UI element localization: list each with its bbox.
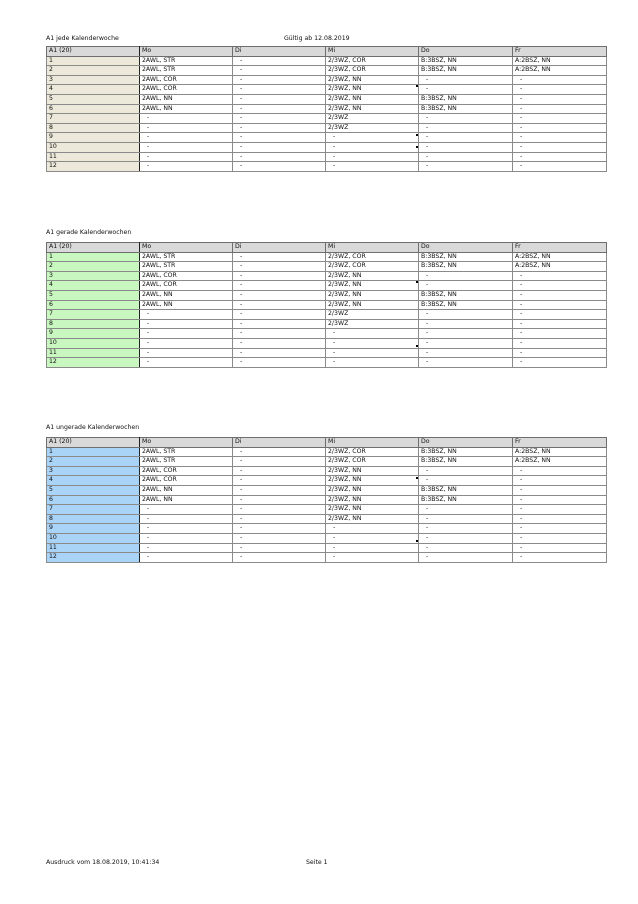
page-number: Seite 1 xyxy=(306,859,328,866)
lesson-cell-do: - xyxy=(419,524,513,534)
lesson-cell-di: - xyxy=(233,252,326,262)
lesson-cell-di: - xyxy=(233,133,326,143)
lesson-cell-do: B:3BSZ, NN xyxy=(419,94,513,104)
lesson-cell-fr: - xyxy=(513,524,607,534)
cell-marker xyxy=(416,477,418,479)
table-row xyxy=(47,262,607,272)
lesson-cell-di: - xyxy=(233,123,326,133)
period-cell: 11 xyxy=(47,543,140,553)
lesson-cell-mi: - xyxy=(326,329,419,339)
column-header-mo: Mo xyxy=(140,243,233,253)
lesson-cell-mi: 2/3WZ xyxy=(326,310,419,320)
lesson-cell-di: - xyxy=(233,300,326,310)
lesson-cell-mo: 2AWL, COR xyxy=(140,85,233,95)
lesson-cell-do: - xyxy=(419,85,513,95)
lesson-cell-fr: A:2BSZ, NN xyxy=(513,457,607,467)
column-header-di: Di xyxy=(233,47,326,57)
lesson-cell-mi: 2/3WZ, NN xyxy=(326,94,419,104)
lesson-cell-di: - xyxy=(233,142,326,152)
lesson-cell-mo: 2AWL, NN xyxy=(140,485,233,495)
lesson-cell-mi: 2/3WZ, NN xyxy=(326,476,419,486)
lesson-cell-fr: - xyxy=(513,348,607,358)
lesson-cell-do: B:3BSZ, NN xyxy=(419,300,513,310)
table-row xyxy=(47,348,607,358)
lesson-cell-do: - xyxy=(419,281,513,291)
lesson-cell-di: - xyxy=(233,447,326,457)
lesson-cell-mo: 2AWL, NN xyxy=(140,495,233,505)
period-cell: 6 xyxy=(47,104,140,114)
column-header-di: Di xyxy=(233,243,326,253)
lesson-cell-do: - xyxy=(419,543,513,553)
lesson-cell-mi: - xyxy=(326,348,419,358)
lesson-cell-mi: 2/3WZ, NN xyxy=(326,281,419,291)
lesson-cell-fr: - xyxy=(513,271,607,281)
lesson-cell-mi: 2/3WZ, COR xyxy=(326,66,419,76)
lesson-cell-di: - xyxy=(233,524,326,534)
column-header-di: Di xyxy=(233,438,326,448)
period-cell: 8 xyxy=(47,319,140,329)
period-cell: 12 xyxy=(47,162,140,172)
lesson-cell-di: - xyxy=(233,466,326,476)
column-header-mi: Mi xyxy=(326,47,419,57)
lesson-cell-fr: - xyxy=(513,495,607,505)
lesson-cell-mo: 2AWL, STR xyxy=(140,457,233,467)
lesson-cell-mo: - xyxy=(140,348,233,358)
section-title-odd: A1 ungerade Kalenderwochen xyxy=(46,424,140,431)
lesson-cell-do: B:3BSZ, NN xyxy=(419,252,513,262)
lesson-cell-fr: - xyxy=(513,123,607,133)
lesson-cell-fr: - xyxy=(513,104,607,114)
table-row xyxy=(47,94,607,104)
period-cell: 8 xyxy=(47,514,140,524)
lesson-cell-mo: - xyxy=(140,514,233,524)
lesson-cell-do: - xyxy=(419,329,513,339)
lesson-cell-di: - xyxy=(233,553,326,563)
table-row xyxy=(47,553,607,563)
table-row xyxy=(47,85,607,95)
period-cell: 2 xyxy=(47,66,140,76)
lesson-cell-mi: 2/3WZ, NN xyxy=(326,75,419,85)
lesson-cell-mo: - xyxy=(140,152,233,162)
table-row xyxy=(47,505,607,515)
section-title-even: A1 gerade Kalenderwochen xyxy=(46,229,132,236)
lesson-cell-di: - xyxy=(233,476,326,486)
period-cell: 3 xyxy=(47,466,140,476)
lesson-cell-fr: - xyxy=(513,85,607,95)
lesson-cell-mo: 2AWL, COR xyxy=(140,476,233,486)
lesson-cell-mo: - xyxy=(140,319,233,329)
lesson-cell-do: - xyxy=(419,514,513,524)
print-timestamp: Ausdruck vom 18.08.2019, 10:41:34 xyxy=(46,859,160,866)
lesson-cell-do: - xyxy=(419,358,513,368)
table-row xyxy=(47,476,607,486)
cell-marker xyxy=(416,345,418,347)
lesson-cell-fr: - xyxy=(513,505,607,515)
lesson-cell-mo: 2AWL, STR xyxy=(140,262,233,272)
lesson-cell-mi: 2/3WZ, NN xyxy=(326,485,419,495)
period-cell: 6 xyxy=(47,495,140,505)
lesson-cell-fr: A:2BSZ, NN xyxy=(513,262,607,272)
lesson-cell-di: - xyxy=(233,75,326,85)
lesson-cell-mi: - xyxy=(326,358,419,368)
lesson-cell-fr: - xyxy=(513,75,607,85)
lesson-cell-fr: - xyxy=(513,514,607,524)
column-header-period: A1 (20) xyxy=(47,47,140,57)
period-cell: 3 xyxy=(47,75,140,85)
lesson-cell-di: - xyxy=(233,338,326,348)
column-header-mo: Mo xyxy=(140,47,233,57)
lesson-cell-do: B:3BSZ, NN xyxy=(419,495,513,505)
lesson-cell-mo: - xyxy=(140,505,233,515)
table-row xyxy=(47,533,607,543)
lesson-cell-mo: 2AWL, COR xyxy=(140,466,233,476)
table-row xyxy=(47,447,607,457)
lesson-cell-do: - xyxy=(419,75,513,85)
lesson-cell-mi: 2/3WZ, NN xyxy=(326,104,419,114)
lesson-cell-mo: - xyxy=(140,553,233,563)
lesson-cell-di: - xyxy=(233,310,326,320)
lesson-cell-mo: - xyxy=(140,310,233,320)
lesson-cell-mo: 2AWL, NN xyxy=(140,300,233,310)
page-header xyxy=(46,35,606,45)
lesson-cell-di: - xyxy=(233,533,326,543)
lesson-cell-mi: 2/3WZ, NN xyxy=(326,466,419,476)
period-cell: 9 xyxy=(47,524,140,534)
lesson-cell-fr: - xyxy=(513,329,607,339)
lesson-cell-di: - xyxy=(233,56,326,66)
lesson-cell-di: - xyxy=(233,85,326,95)
lesson-cell-mo: - xyxy=(140,543,233,553)
column-header-do: Do xyxy=(419,243,513,253)
column-header-fr: Fr xyxy=(513,47,607,57)
table-row xyxy=(47,290,607,300)
column-header-fr: Fr xyxy=(513,243,607,253)
lesson-cell-di: - xyxy=(233,514,326,524)
period-cell: 11 xyxy=(47,152,140,162)
lesson-cell-do: - xyxy=(419,123,513,133)
table-row xyxy=(47,281,607,291)
lesson-cell-fr: - xyxy=(513,142,607,152)
timetable-even-weeks xyxy=(46,242,607,368)
cell-marker xyxy=(416,85,418,87)
lesson-cell-do: B:3BSZ, NN xyxy=(419,447,513,457)
lesson-cell-mi: - xyxy=(326,142,419,152)
column-header-fr: Fr xyxy=(513,438,607,448)
lesson-cell-do: - xyxy=(419,553,513,563)
lesson-cell-di: - xyxy=(233,281,326,291)
table-row xyxy=(47,114,607,124)
lesson-cell-mo: - xyxy=(140,123,233,133)
lesson-cell-mo: 2AWL, NN xyxy=(140,290,233,300)
period-cell: 4 xyxy=(47,281,140,291)
lesson-cell-mi: 2/3WZ xyxy=(326,123,419,133)
lesson-cell-mo: - xyxy=(140,329,233,339)
lesson-cell-mi: 2/3WZ, NN xyxy=(326,514,419,524)
table-row xyxy=(47,123,607,133)
lesson-cell-di: - xyxy=(233,94,326,104)
lesson-cell-fr: A:2BSZ, NN xyxy=(513,447,607,457)
lesson-cell-di: - xyxy=(233,319,326,329)
page-title: A1 jede Kalenderwoche xyxy=(46,35,119,42)
lesson-cell-mi: 2/3WZ, NN xyxy=(326,85,419,95)
lesson-cell-do: - xyxy=(419,162,513,172)
table-header-row xyxy=(47,47,607,57)
period-cell: 9 xyxy=(47,329,140,339)
lesson-cell-di: - xyxy=(233,505,326,515)
lesson-cell-fr: A:2BSZ, NN xyxy=(513,252,607,262)
lesson-cell-mo: - xyxy=(140,162,233,172)
period-cell: 1 xyxy=(47,56,140,66)
lesson-cell-di: - xyxy=(233,271,326,281)
lesson-cell-fr: - xyxy=(513,319,607,329)
lesson-cell-mi: 2/3WZ, COR xyxy=(326,262,419,272)
lesson-cell-mo: - xyxy=(140,358,233,368)
valid-from-label: Gültig ab 12.08.2019 xyxy=(284,35,350,42)
lesson-cell-di: - xyxy=(233,485,326,495)
lesson-cell-do: - xyxy=(419,142,513,152)
lesson-cell-do: - xyxy=(419,114,513,124)
lesson-cell-fr: - xyxy=(513,133,607,143)
table-row xyxy=(47,466,607,476)
lesson-cell-mi: - xyxy=(326,553,419,563)
cell-marker xyxy=(416,134,418,136)
period-cell: 1 xyxy=(47,252,140,262)
table-row xyxy=(47,495,607,505)
lesson-cell-do: - xyxy=(419,466,513,476)
lesson-cell-mi: 2/3WZ, COR xyxy=(326,252,419,262)
table-row xyxy=(47,56,607,66)
lesson-cell-do: - xyxy=(419,133,513,143)
table-row xyxy=(47,152,607,162)
lesson-cell-mo: 2AWL, STR xyxy=(140,56,233,66)
lesson-cell-mi: 2/3WZ xyxy=(326,319,419,329)
lesson-cell-mo: - xyxy=(140,338,233,348)
period-cell: 9 xyxy=(47,133,140,143)
period-cell: 7 xyxy=(47,505,140,515)
lesson-cell-mo: 2AWL, NN xyxy=(140,94,233,104)
period-cell: 7 xyxy=(47,310,140,320)
period-cell: 4 xyxy=(47,476,140,486)
lesson-cell-mi: 2/3WZ xyxy=(326,114,419,124)
lesson-cell-do: B:3BSZ, NN xyxy=(419,457,513,467)
table-row xyxy=(47,142,607,152)
period-cell: 12 xyxy=(47,358,140,368)
lesson-cell-di: - xyxy=(233,162,326,172)
lesson-cell-mi: 2/3WZ, COR xyxy=(326,457,419,467)
lesson-cell-do: B:3BSZ, NN xyxy=(419,104,513,114)
lesson-cell-do: B:3BSZ, NN xyxy=(419,290,513,300)
lesson-cell-mo: 2AWL, COR xyxy=(140,75,233,85)
lesson-cell-mo: - xyxy=(140,133,233,143)
table-header-row xyxy=(47,438,607,448)
cell-marker xyxy=(416,146,418,148)
lesson-cell-do: - xyxy=(419,348,513,358)
period-cell: 5 xyxy=(47,290,140,300)
lesson-cell-di: - xyxy=(233,543,326,553)
lesson-cell-mi: 2/3WZ, COR xyxy=(326,56,419,66)
table-row xyxy=(47,162,607,172)
timetable-every-week xyxy=(46,46,607,172)
period-cell: 8 xyxy=(47,123,140,133)
lesson-cell-mi: 2/3WZ, NN xyxy=(326,495,419,505)
lesson-cell-mi: - xyxy=(326,338,419,348)
table-row xyxy=(47,133,607,143)
lesson-cell-do: B:3BSZ, NN xyxy=(419,485,513,495)
table-row xyxy=(47,75,607,85)
column-header-mo: Mo xyxy=(140,438,233,448)
period-cell: 2 xyxy=(47,457,140,467)
lesson-cell-fr: - xyxy=(513,94,607,104)
lesson-cell-di: - xyxy=(233,358,326,368)
lesson-cell-mi: - xyxy=(326,133,419,143)
lesson-cell-do: - xyxy=(419,319,513,329)
lesson-cell-mi: - xyxy=(326,533,419,543)
cell-marker xyxy=(416,281,418,283)
lesson-cell-do: B:3BSZ, NN xyxy=(419,262,513,272)
lesson-cell-fr: - xyxy=(513,485,607,495)
lesson-cell-fr: - xyxy=(513,466,607,476)
lesson-cell-mo: - xyxy=(140,533,233,543)
lesson-cell-fr: - xyxy=(513,543,607,553)
period-cell: 11 xyxy=(47,348,140,358)
lesson-cell-di: - xyxy=(233,104,326,114)
lesson-cell-di: - xyxy=(233,329,326,339)
table-row xyxy=(47,66,607,76)
lesson-cell-fr: - xyxy=(513,553,607,563)
lesson-cell-di: - xyxy=(233,348,326,358)
lesson-cell-mo: 2AWL, STR xyxy=(140,447,233,457)
lesson-cell-mo: 2AWL, COR xyxy=(140,281,233,291)
table-row xyxy=(47,524,607,534)
table-row xyxy=(47,104,607,114)
lesson-cell-fr: A:2BSZ, NN xyxy=(513,56,607,66)
lesson-cell-di: - xyxy=(233,457,326,467)
table-row xyxy=(47,457,607,467)
lesson-cell-di: - xyxy=(233,66,326,76)
lesson-cell-fr: - xyxy=(513,290,607,300)
lesson-cell-do: - xyxy=(419,310,513,320)
table-row xyxy=(47,358,607,368)
column-header-mi: Mi xyxy=(326,243,419,253)
period-cell: 4 xyxy=(47,85,140,95)
period-cell: 5 xyxy=(47,485,140,495)
period-cell: 10 xyxy=(47,338,140,348)
lesson-cell-di: - xyxy=(233,114,326,124)
lesson-cell-mo: 2AWL, COR xyxy=(140,271,233,281)
lesson-cell-mi: 2/3WZ, NN xyxy=(326,290,419,300)
period-cell: 5 xyxy=(47,94,140,104)
period-cell: 12 xyxy=(47,553,140,563)
lesson-cell-do: - xyxy=(419,476,513,486)
lesson-cell-fr: A:2BSZ, NN xyxy=(513,66,607,76)
period-cell: 3 xyxy=(47,271,140,281)
lesson-cell-mi: 2/3WZ, COR xyxy=(326,447,419,457)
lesson-cell-do: - xyxy=(419,533,513,543)
table-row xyxy=(47,271,607,281)
lesson-cell-mo: 2AWL, STR xyxy=(140,252,233,262)
period-cell: 2 xyxy=(47,262,140,272)
cell-marker xyxy=(416,540,418,542)
lesson-cell-mi: - xyxy=(326,162,419,172)
table-row xyxy=(47,319,607,329)
lesson-cell-mo: - xyxy=(140,524,233,534)
column-header-do: Do xyxy=(419,438,513,448)
table-row xyxy=(47,543,607,553)
lesson-cell-di: - xyxy=(233,495,326,505)
lesson-cell-fr: - xyxy=(513,114,607,124)
period-cell: 10 xyxy=(47,533,140,543)
lesson-cell-fr: - xyxy=(513,533,607,543)
lesson-cell-do: - xyxy=(419,505,513,515)
lesson-cell-mi: - xyxy=(326,524,419,534)
lesson-cell-fr: - xyxy=(513,358,607,368)
lesson-cell-do: - xyxy=(419,271,513,281)
lesson-cell-fr: - xyxy=(513,152,607,162)
lesson-cell-fr: - xyxy=(513,281,607,291)
lesson-cell-do: B:3BSZ, NN xyxy=(419,56,513,66)
lesson-cell-do: - xyxy=(419,152,513,162)
timetable-odd-weeks xyxy=(46,437,607,563)
lesson-cell-fr: - xyxy=(513,476,607,486)
column-header-period: A1 (20) xyxy=(47,438,140,448)
table-row xyxy=(47,252,607,262)
lesson-cell-mi: 2/3WZ, NN xyxy=(326,505,419,515)
lesson-cell-mo: - xyxy=(140,142,233,152)
period-cell: 10 xyxy=(47,142,140,152)
lesson-cell-fr: - xyxy=(513,338,607,348)
column-header-do: Do xyxy=(419,47,513,57)
lesson-cell-mo: 2AWL, NN xyxy=(140,104,233,114)
lesson-cell-di: - xyxy=(233,152,326,162)
lesson-cell-fr: - xyxy=(513,300,607,310)
lesson-cell-di: - xyxy=(233,262,326,272)
table-row xyxy=(47,310,607,320)
column-header-period: A1 (20) xyxy=(47,243,140,253)
lesson-cell-mo: - xyxy=(140,114,233,124)
table-row xyxy=(47,485,607,495)
table-row xyxy=(47,300,607,310)
table-row xyxy=(47,338,607,348)
lesson-cell-mi: 2/3WZ, NN xyxy=(326,271,419,281)
table-row xyxy=(47,514,607,524)
period-cell: 1 xyxy=(47,447,140,457)
period-cell: 7 xyxy=(47,114,140,124)
table-header-row xyxy=(47,243,607,253)
lesson-cell-do: - xyxy=(419,338,513,348)
lesson-cell-mi: 2/3WZ, NN xyxy=(326,300,419,310)
lesson-cell-fr: - xyxy=(513,162,607,172)
lesson-cell-di: - xyxy=(233,290,326,300)
lesson-cell-mi: - xyxy=(326,152,419,162)
lesson-cell-do: B:3BSZ, NN xyxy=(419,66,513,76)
table-row xyxy=(47,329,607,339)
period-cell: 6 xyxy=(47,300,140,310)
lesson-cell-mi: - xyxy=(326,543,419,553)
column-header-mi: Mi xyxy=(326,438,419,448)
lesson-cell-mo: 2AWL, STR xyxy=(140,66,233,76)
lesson-cell-fr: - xyxy=(513,310,607,320)
